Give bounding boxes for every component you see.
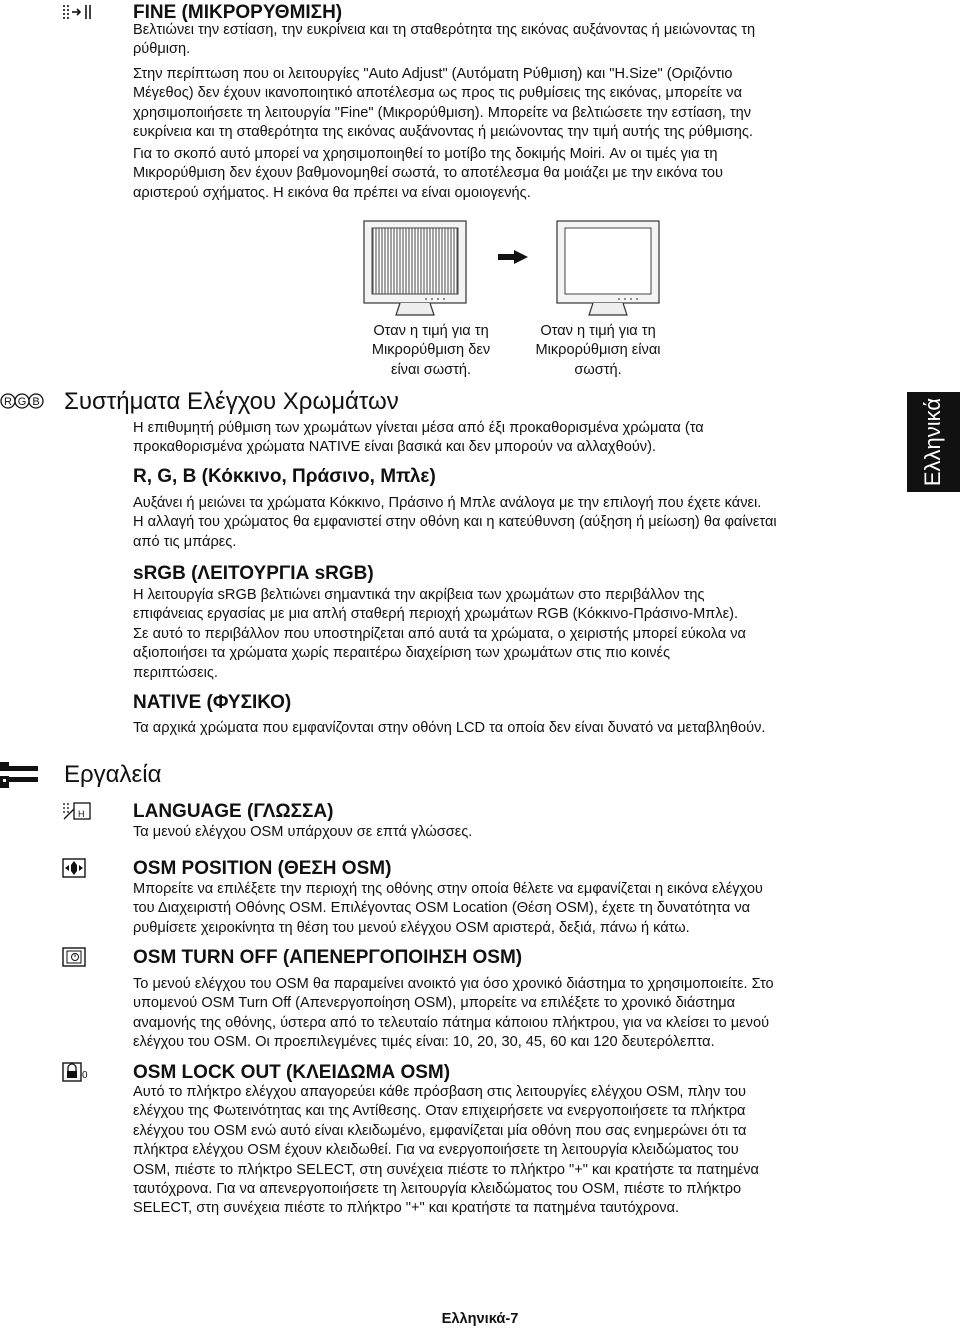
svg-text:G: G: [17, 396, 27, 408]
svg-text:B: B: [32, 396, 40, 408]
monitor-moire-illustration: [360, 219, 470, 317]
rgb-title: R, G, B (Κόκκινο, Πράσινο, Μπλε): [133, 466, 436, 487]
svg-text:R: R: [4, 396, 12, 408]
osm-lock-out-title: OSM LOCK OUT (ΚΛΕΙΔΩΜΑ OSM): [133, 1062, 451, 1083]
fine-moire-text: Για το σκοπό αυτό μπορεί να χρησιμοποιηθεί το μοτίβο της δοκιμής Moiri. Αν οι τιμές για τη Μικρορύθμιση δεν έχουν βαθμονομηθεί σωστά, το αποτέλεσμα θα μοιάζει με την εικόνα του αριστερού σχήματος. Η εικόνα θα πρέπει να είναι ομοιογενής.: [133, 146, 723, 201]
language-title: LANGUAGE (ΓΛΩΣΣΑ): [133, 801, 334, 822]
fine-description: Βελτιώνει την εστίαση, την ευκρίνεια και τη σταθερότητα της εικόνας αυξάνοντας ή μειώνοντας τη ρύθμιση.: [133, 22, 756, 58]
osm-lock-out-text: Αυτό το πλήκτρο ελέγχου απαγορεύει κάθε πρόσβαση στις λειτουργίες ελέγχου OSM, πλην του ελέγχου της Φωτεινότητας και της Αντίθεσης. Οταν επιχειρήσετε να ενεργοποιήσετε τα πλήκτρα ελέγχου του OSM ενώ αυτό είναι κλειδωμένο, εμφανίζεται μία οθόνη που σας ενημερώνει ότι τα πλήκτρα ελέγχου OSM έχουν κλειδωθεί. Για να ενεργοποιήσετε τη λειτουργία κλειδώματος του OSM, πιέστε το πλήκτρο SELECT, στη συνέχεια πιέστε το πλήκτρο "+" και κρατήστε τα πατημένα ταυτόχρονα. Για να απενεργοποιήσετε τη λειτουργία κλειδώματος του OSM, πιέστε το πλήκτρο SELECT, στη συνέχεια πιέστε το πλήκτρο "+" και κρατήστε τα πατημένα ταυτόχρονα.: [133, 1084, 759, 1217]
language-text: Τα μενού ελέγχου OSM υπάρχουν σε επτά γλώσσες.: [133, 824, 473, 840]
caption-incorrect: Οταν η τιμή για τη Μικρορύθμιση δεν είναι σωστή.: [371, 323, 491, 378]
osm-position-icon: [62, 858, 86, 878]
lock-icon: [62, 1062, 92, 1082]
language-icon: [62, 801, 92, 821]
native-text: Τα αρχικά χρώματα που εμφανίζονται στην οθόνη LCD τα οποία δεν είναι δυνατό να μεταβληθούν.: [133, 720, 766, 736]
fine-usage-text: Στην περίπτωση που οι λειτουργίες "Auto Adjust" (Αυτόματη Ρύθμιση) και "H.Size" (Οριζόντιο Μέγεθος) δεν έχουν ικανοποιητικό αποτέλεσμα ως προς τις ρυθμίσεις της εικόνας, μπορείτε να χρησιμοποιήσετε τη λειτουργία "Fine" (Μικρορύθμιση). Μπορείτε να βελτιώσετε την εστίαση, την ευκρίνεια και τη σταθερότητα της εικόνας αυξάνοντας ή μειώνοντας την τιμή αυτής της ρύθμισης.: [133, 66, 753, 141]
osm-position-text: Μπορείτε να επιλέξετε την περιοχή της οθόνης στην οποία θέλετε να εμφανίζεται η εικόνα ελέγχου του Διαχειριστή Οθόνης OSM. Επιλέγοντας OSM Location (Θέση OSM), έχετε τη δυνατότητα να ρυθμίσετε χειροκίνητα τη θέση του μενού ελέγχου OSM αριστερά, δεξιά, πάνω ή κάτω.: [133, 881, 763, 936]
osm-turn-off-text: Το μενού ελέγχου του OSM θα παραμείνει ανοικτό για όσο χρονικό διάστημα το χρησιμοποιείτε. Στο υπομενού OSM Turn Off (Απενεργοποίηση OSM), μπορείτε να επιλέξετε το χρονικό διάστημα αναμονής της οθόνης, ύστερα από το τελευταίο πάτημα κάποιου πλήκτρου, για να κλείσει το μενού ελέγχου του OSM. Οι προεπιλεγμένες τιμές είναι: 10, 20, 30, 45, 60 και 120 δευτερόλεπτα.: [133, 976, 774, 1051]
fine-adjust-icon: [62, 3, 98, 21]
monitor-uniform-illustration: [553, 219, 663, 317]
svg-text:0: 0: [82, 1070, 88, 1081]
native-title: NATIVE (ΦΥΣΙΚΟ): [133, 692, 292, 713]
caption-correct: Οταν η τιμή για τη Μικρορύθμιση είναι σωστή.: [535, 323, 661, 378]
color-control-heading: Συστήματα Ελέγχου Χρωμάτων: [64, 388, 399, 415]
tools-icon: [0, 762, 40, 788]
osm-turn-off-title: OSM TURN OFF (ΑΠΕΝΕΡΓΟΠΟΙΗΣΗ OSM): [133, 947, 523, 968]
rgb-text: Αυξάνει ή μειώνει τα χρώματα Κόκκινο, Πράσινο ή Μπλε ανάλογα με την επιλογή που έχετε κάνει. Η αλλαγή του χρώματος θα εμφανιστεί στην οθόνη και η κατεύθυνση (αύξηση ή μείωση) θα φαίνεται από τις μπάρες.: [133, 495, 777, 550]
language-side-tab: Ελληνικά: [907, 392, 960, 492]
osm-timer-icon: [62, 947, 86, 967]
osm-position-title: OSM POSITION (ΘΕΣΗ OSM): [133, 858, 392, 879]
color-intro-text: Η επιθυμητή ρύθμιση των χρωμάτων γίνεται μέσα από έξι προκαθορισμένα χρώματα (τα προκαθορισμένα χρώματα NATIVE είναι βασικά και δεν μπορούν να αλλαχθούν).: [133, 420, 704, 456]
fine-title: FINE (ΜΙΚΡΟΡΥΘΜΙΣΗ): [133, 2, 343, 23]
rgb-icon: [0, 391, 44, 411]
tools-heading: Εργαλεία: [64, 761, 162, 788]
srgb-text: Η λειτουργία sRGB βελτιώνει σημαντικά την ακρίβεια των χρωμάτων στο περιβάλλον της επιφάνειας εργασίας με μια απλή σταθερή περιοχή χρωμάτων RGB (Κόκκινο-Πράσινο-Μπλε). Σε αυτό το περιβάλλον που υποστηρίζεται από αυτά τα χρώματα, ο χειριστής μπορεί εύκολα να αξιοποιήσει τα χρώματα χωρίς περαιτέρω διαχείριση των χρωμάτων στις πιο κοινές περιπτώσεις.: [133, 587, 746, 681]
page-number: Ελληνικά-7: [441, 1311, 519, 1327]
arrow-right-icon: [498, 250, 528, 264]
srgb-title: sRGB (ΛΕΙΤΟΥΡΓΙΑ sRGB): [133, 563, 374, 584]
svg-text:H: H: [78, 809, 85, 819]
